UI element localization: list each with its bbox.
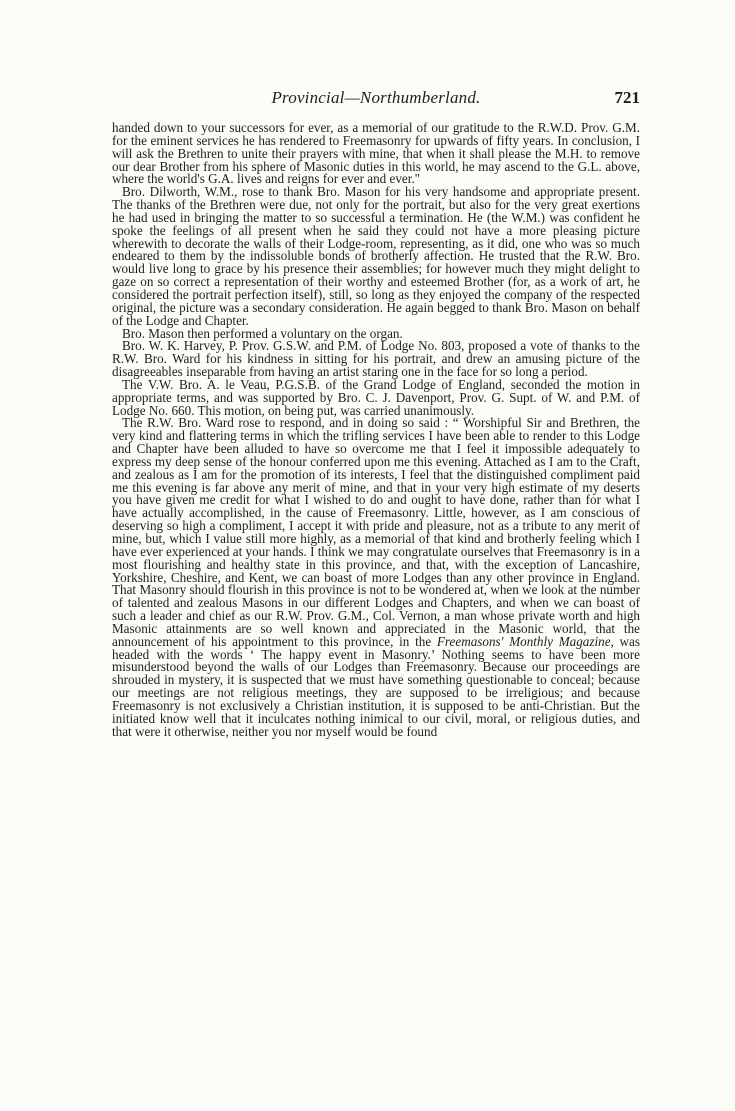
paragraph-ward-response	[112, 417, 640, 738]
paragraph-le-veau: The V.W. Bro. A. le Veau, P.G.S.B. of the Grand Lodge of England, seconded the motion in appropriate terms, and was supported by Bro. C. J. Davenport, Prov. G. Supt. of W. and P.M. of Lodge No. 660. This motion, on being put, was carried unanimously.	[112, 376, 640, 418]
ward-response-part-2: , was headed with the words ‘ The happy event in Masonry.’ Nothing seems to have been more misunderstood beyond the walls of our Lodges than Freemasonry. Because our proceedings are shrouded in mystery, it is suspected that we must have something questionable to conceal; because our meetings are not religious meetings, they are supposed to be irreligious; and because Freemasonry is not exclusively a Christian institution, it is supposed to be anti-Christian. But the initiated know well that it inculcates nothing inimical to our civil, moral, or religious duties, and that were it otherwise, neither you nor myself would be found	[112, 633, 640, 739]
paragraph-dilworth: Bro. Dilworth, W.M., rose to thank Bro. Mason for his very handsome and appropriate present. The thanks of the Brethren were due, not only for the portrait, but also for the very great exertions he had used in bringing the matter to so successful a termination. He (the W.M.) was confident he spoke the feelings of all present when he said they could not have a more pleasing picture wherewith to decorate the walls of their Lodge-room, representing, as it did, one who was so much endeared to them by the indissoluble bonds of brotherly affection. He trusted that the R.W. Bro. would live long to grace by his presence their assemblies; for however much they might delight to gaze on so correct a representation of their worthy and esteemed Brother (for, as a work of art, he considered the portrait perfection itself), still, so long as they enjoyed the company of the respected original, the picture was a secondary consideration. He again begged to thank Bro. Mason on behalf of the Lodge and Chapter.	[112, 184, 640, 328]
page-number: 721	[614, 88, 640, 107]
ward-response-part-1: The R.W. Bro. Ward rose to respond, and in doing so said : “ Worshipful Sir and Brethren, the very kind and flattering terms in which the trifling services I have been able to render to this Lodge and Chapter have been alluded to have so overcome me that I feel it impossible adequately to express my deep sense of the honour conferred upon me this evening. Attached as I am to the Craft, and zealous as I am for the promotion of its interests, I feel that the distinguished compliment paid me this evening is far above any merit of mine, and that in your very high estimate of my deserts you have given me credit for what I wished to do and ought to have done, rather than for what I have actually accomplished, in the cause of Freemasonry. Little, however, as I am conscious of deserving so high a compliment, I accept it with pride and pleasure, not as a tribute to any merit of mine, but, which I value still more highly, as a memorial of that kind and brotherly feeling which I have ever experienced at your hands. I think we may congratulate ourselves that Freemasonry is in a most flourishing and healthy state in this province, and that, with the exception of Lancashire, Yorkshire, Cheshire, and Kent, we can boast of more Lodges than any other province in England. That Masonry should flourish in this province is not to be wondered at, when we look at the number of talented and zealous Masons in our different Lodges and Chapters, and when we can boast of such a leader and chief as our R.W. Prov. G.M., Col. Vernon, a man whose private worth and high Masonic attainments are so well known and appreciated in the Masonic world, that the announcement of his appointment to this province, in the	[112, 415, 640, 649]
paragraph-harvey: Bro. W. K. Harvey, P. Prov. G.S.W. and P.M. of Lodge No. 803, proposed a vote of thanks to the R.W. Bro. Ward for his kindness in sitting for his portrait, and drew an amusing picture of the disagreeables inseparable from having an artist staring one in the face for so long a period.	[112, 338, 640, 380]
paragraph-continuation: handed down to your successors for ever, as a memorial of our gratitude to the R.W.D. Prov. G.M. for the eminent services he has rendered to Freemasonry for upwards of fifty years. In conclusion, I will ask the Brethren to unite their prayers with mine, that when it shall please the M.H. to remove our dear Brother from his sphere of Masonic duties in this world, he may ascend to the G.L. above, where the world's G.A. lives and reigns for ever and ever."	[112, 122, 640, 187]
paragraph-mason-voluntary: Bro. Mason then performed a voluntary on the organ.	[122, 325, 403, 341]
running-title: Provincial—Northumberland.	[271, 88, 481, 107]
page-header	[112, 88, 640, 112]
body-text	[112, 122, 640, 1077]
magazine-title: Freemasons' Monthly Magazine	[436, 633, 611, 649]
